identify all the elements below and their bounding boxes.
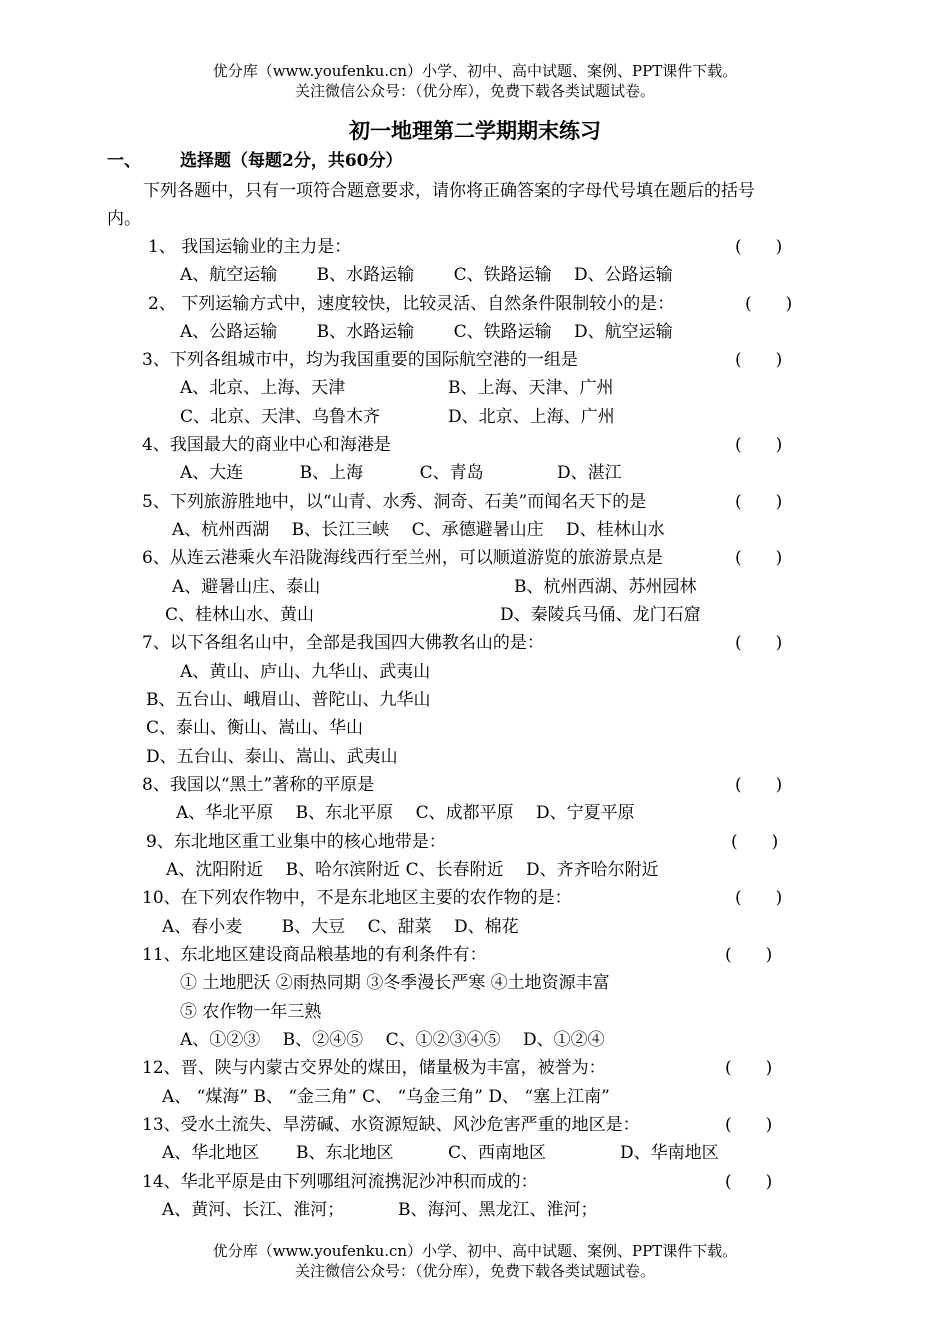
question-11-stem: 11、东北地区建设商品粮基地的有利条件有： — [142, 945, 487, 965]
instruction-line-2: 内。 — [107, 209, 141, 229]
question-10-options: A、春小麦 B、大豆 C、甜菜 D、棉花 — [162, 917, 519, 937]
question-5-stem: 5、下列旅游胜地中，以“山青、水秀、洞奇、石美”而闻名天下的是 — [142, 492, 647, 512]
question-14-option-a: A、黄河、长江、淮河； — [162, 1200, 345, 1220]
question-2-options: A、公路运输 B、水路运输 C、铁路运输 D、航空运输 — [180, 322, 673, 342]
question-13-stem: 13、受水土流失、旱涝碱、水资源短缺、风沙危害严重的地区是： — [142, 1115, 640, 1135]
question-1-answer-blank: ( ) — [735, 237, 783, 257]
question-2-answer-blank: ( ) — [745, 294, 793, 314]
question-3-answer-blank: ( ) — [735, 350, 783, 370]
question-13-option-c: C、西南地区 — [448, 1143, 547, 1163]
header-line-1: 优分库（www.youfenku.cn）小学、初中、高中试题、案例、PPT课件下载。 — [212, 62, 738, 80]
question-4-stem: 4、我国最大的商业中心和海港是 — [142, 435, 391, 455]
question-14-answer-blank: ( ) — [725, 1172, 773, 1192]
question-1-options: A、航空运输 B、水路运输 C、铁路运输 D、公路运输 — [180, 265, 673, 285]
question-4-options: A、大连 B、上海 C、青岛 D、湛江 — [180, 463, 622, 483]
question-7-option-b: B、五台山、峨眉山、普陀山、九华山 — [146, 690, 431, 710]
question-11-conditions-2: ⑤ 农作物一年三熟 — [180, 1002, 322, 1022]
question-8-answer-blank: ( ) — [735, 775, 783, 795]
question-6-option-a: A、避暑山庄、泰山 — [172, 577, 321, 597]
question-11-options: A、①②③ B、②④⑤ C、①②③④⑤ D、①②④ — [180, 1030, 605, 1050]
question-6-stem: 6、从连云港乘火车沿陇海线西行至兰州，可以顺道游览的旅游景点是 — [142, 548, 663, 568]
question-14-stem: 14、华北平原是由下列哪组河流携泥沙冲积而成的： — [142, 1172, 538, 1192]
question-6-option-b: B、杭州西湖、苏州园林 — [514, 577, 697, 597]
question-13-option-a: A、华北地区 — [162, 1143, 260, 1163]
question-5-options: A、杭州西湖 B、长江三峡 C、承德避暑山庄 D、桂林山水 — [172, 520, 665, 540]
section-heading: 选择题（每题2分，共60分） — [180, 151, 403, 171]
question-10-stem: 10、在下列农作物中，不是东北地区主要的农作物的是： — [142, 888, 572, 908]
question-7-option-c: C、泰山、衡山、嵩山、华山 — [146, 718, 364, 738]
question-11-answer-blank: ( ) — [725, 945, 773, 965]
question-7-option-a: A、黄山、庐山、九华山、武夷山 — [180, 662, 431, 682]
question-3-option-c: C、北京、天津、乌鲁木齐 — [180, 407, 381, 427]
question-1-stem: 1、 我国运输业的主力是： — [148, 237, 352, 257]
page-title: 初一地理第二学期期末练习 — [349, 118, 601, 143]
question-11-conditions-1: ① 土地肥沃 ②雨热同期 ③冬季漫长严寒 ④土地资源丰富 — [180, 973, 610, 993]
question-9-stem: 9、东北地区重工业集中的核心地带是： — [146, 832, 446, 852]
question-14-option-b: B、海河、黑龙江、淮河； — [398, 1200, 598, 1220]
header-line-2: 关注微信公众号：（优分库），免费下载各类试题试卷。 — [294, 82, 655, 100]
question-4-answer-blank: ( ) — [735, 435, 783, 455]
question-8-stem: 8、我国以“黑土”著称的平原是 — [142, 775, 375, 795]
footer-line-2: 关注微信公众号：（优分库），免费下载各类试题试卷。 — [294, 1262, 655, 1280]
question-3-option-d: D、北京、上海、广州 — [448, 407, 615, 427]
question-13-answer-blank: ( ) — [725, 1115, 773, 1135]
question-8-options: A、华北平原 B、东北平原 C、成都平原 D、宁夏平原 — [176, 803, 635, 823]
question-9-answer-blank: ( ) — [731, 832, 779, 852]
section-number: 一、 — [107, 151, 141, 171]
question-7-option-d: D、五台山、泰山、嵩山、武夷山 — [146, 747, 398, 767]
question-7-answer-blank: ( ) — [735, 633, 783, 653]
question-10-answer-blank: ( ) — [735, 888, 783, 908]
question-3-stem: 3、下列各组城市中，均为我国重要的国际航空港的一组是 — [142, 350, 578, 370]
question-3-option-a: A、北京、上海、天津 — [180, 378, 346, 398]
question-2-stem: 2、 下列运输方式中，速度较快，比较灵活、自然条件限制较小的是： — [148, 294, 675, 314]
question-12-answer-blank: ( ) — [725, 1058, 773, 1078]
question-12-options: A、 “煤海” B、 “金三角” C、 “乌金三角” D、 “塞上江南” — [162, 1087, 610, 1107]
question-3-option-b: B、上海、天津、广州 — [448, 378, 614, 398]
question-7-stem: 7、以下各组名山中，全部是我国四大佛教名山的是： — [142, 633, 544, 653]
instruction-line-1: 下列各题中，只有一项符合题意要求，请你将正确答案的字母代号填在题后的括号 — [143, 181, 755, 201]
footer-line-1: 优分库（www.youfenku.cn）小学、初中、高中试题、案例、PPT课件下载。 — [212, 1242, 738, 1260]
question-12-stem: 12、晋、陕与内蒙古交界处的煤田，储量极为丰富，被誉为： — [142, 1058, 606, 1078]
question-6-answer-blank: ( ) — [735, 548, 783, 568]
question-9-options: A、沈阳附近 B、哈尔滨附近 C、长春附近 D、齐齐哈尔附近 — [166, 860, 659, 880]
question-6-option-d: D、秦陵兵马俑、龙门石窟 — [500, 605, 701, 625]
question-5-answer-blank: ( ) — [735, 492, 783, 512]
question-13-option-d: D、华南地区 — [620, 1143, 719, 1163]
question-6-option-c: C、桂林山水、黄山 — [165, 605, 315, 625]
question-13-option-b: B、东北地区 — [296, 1143, 394, 1163]
